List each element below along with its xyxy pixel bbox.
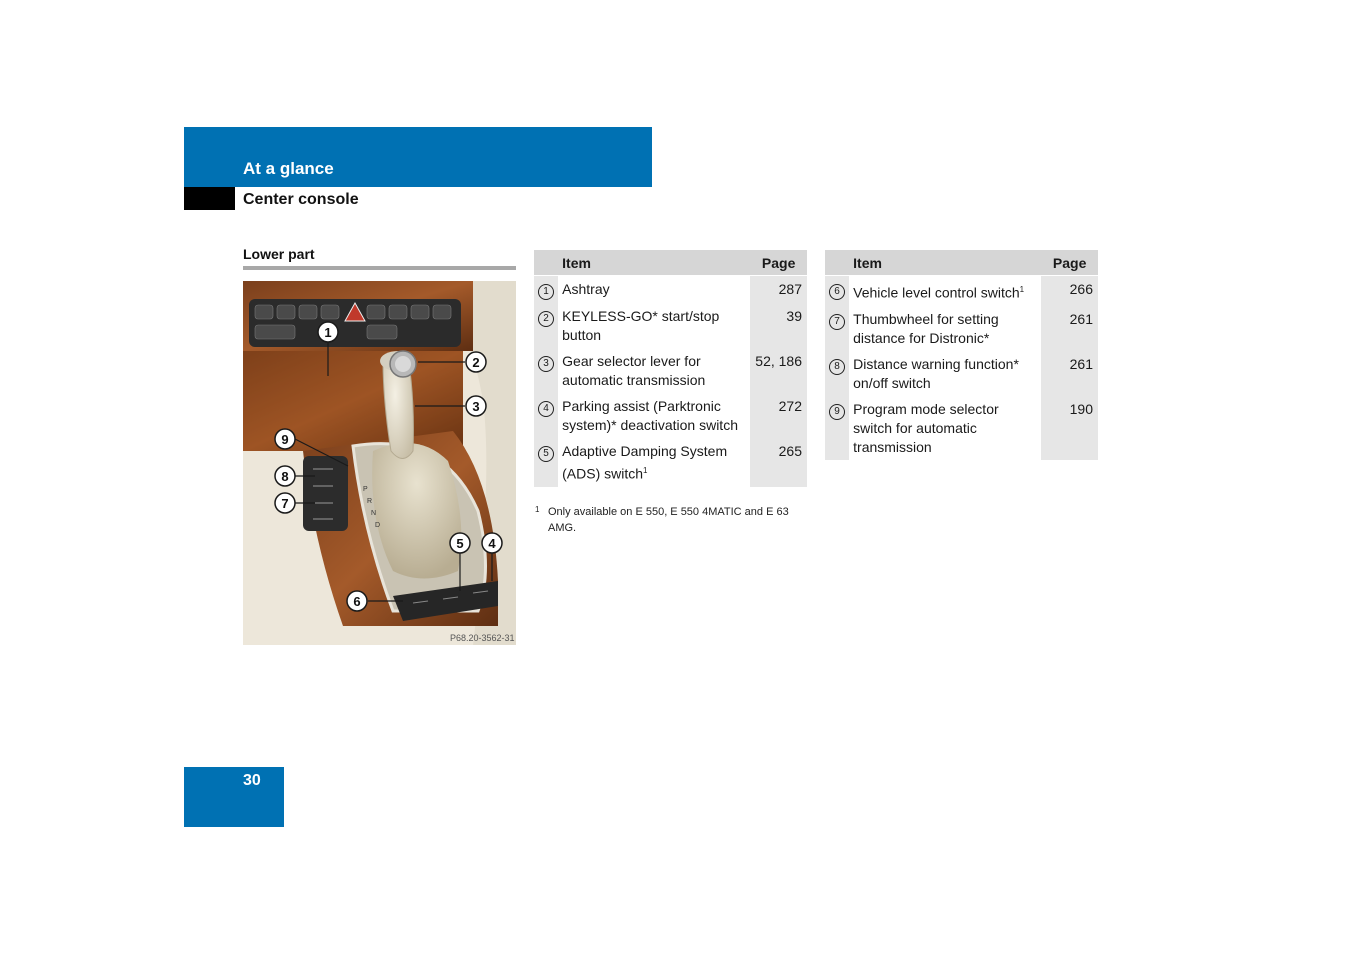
footnote-text: Only available on E 550, E 550 4MATIC and E 63 AMG. <box>548 506 789 534</box>
item-text: Distance warning function* on/off switch <box>849 351 1041 396</box>
item-header: Item <box>849 250 1041 276</box>
center-console-photo <box>243 281 516 645</box>
item-number: 5 <box>538 446 554 462</box>
table-row <box>825 306 1098 351</box>
footnote <box>535 504 795 536</box>
svg-text:6: 6 <box>353 594 361 609</box>
svg-text:2: 2 <box>472 355 480 370</box>
heading-rule <box>243 266 516 270</box>
table-row <box>534 393 807 438</box>
footnote-ref: 1 <box>643 466 648 475</box>
item-page: 272 <box>750 393 807 438</box>
section-marker <box>184 187 235 210</box>
table-row <box>825 396 1098 460</box>
callout-4 <box>482 533 502 553</box>
items-table-left <box>534 250 807 487</box>
subsection-heading: Lower part <box>243 246 315 262</box>
item-number: 1 <box>538 284 554 300</box>
item-text: Program mode selector switch for automatic transmission <box>849 396 1041 460</box>
callout-9 <box>275 429 295 449</box>
svg-text:5: 5 <box>456 536 464 551</box>
item-text-cell <box>558 438 750 487</box>
svg-text:7: 7 <box>281 496 289 511</box>
item-number: 8 <box>829 359 845 375</box>
photo-code: P68.20-3562-31 <box>450 633 515 643</box>
item-text: Gear selector lever for automatic transmission <box>558 348 750 393</box>
item-page: 265 <box>750 438 807 487</box>
svg-text:N: N <box>371 510 377 517</box>
page-number-box <box>184 767 284 827</box>
item-page: 52, 186 <box>750 348 807 393</box>
item-number: 9 <box>829 404 845 420</box>
item-text: Parking assist (Parktronic system)* deactivation switch <box>558 393 750 438</box>
table-row <box>534 303 807 348</box>
item-text: Adaptive Damping System (ADS) switch <box>562 443 728 482</box>
footnote-mark: 1 <box>535 505 540 514</box>
table-row <box>534 276 807 304</box>
item-page: 287 <box>750 276 807 304</box>
item-text-cell <box>849 276 1041 306</box>
num-header <box>534 250 558 276</box>
item-page: 39 <box>750 303 807 348</box>
table-row <box>825 351 1098 396</box>
callout-3 <box>466 396 486 416</box>
svg-text:4: 4 <box>488 536 496 551</box>
svg-text:9: 9 <box>281 432 289 447</box>
svg-text:8: 8 <box>281 469 289 484</box>
item-page: 266 <box>1041 276 1098 306</box>
item-number: 7 <box>829 314 845 330</box>
table-row <box>825 276 1098 306</box>
item-number: 2 <box>538 311 554 327</box>
item-page: 261 <box>1041 306 1098 351</box>
footnote-ref: 1 <box>1019 285 1025 294</box>
svg-text:P: P <box>363 486 368 493</box>
item-number: 4 <box>538 401 554 417</box>
item-page: 190 <box>1041 396 1098 460</box>
callout-6 <box>347 591 367 611</box>
item-text: Thumbwheel for setting distance for Distronic* <box>849 306 1041 351</box>
svg-text:D: D <box>375 522 381 529</box>
page-number: 30 <box>243 772 261 789</box>
svg-text:1: 1 <box>324 325 332 340</box>
item-text: KEYLESS-GO* start/stop button <box>558 303 750 348</box>
section-title: Center console <box>243 191 359 208</box>
item-number: 3 <box>538 356 554 372</box>
items-table-right <box>825 250 1098 460</box>
table-row <box>534 348 807 393</box>
callout-1 <box>318 322 338 342</box>
callout-2 <box>466 352 486 372</box>
callout-7 <box>275 493 295 513</box>
page-header: Page <box>750 250 807 276</box>
svg-text:R: R <box>367 498 373 505</box>
item-header: Item <box>558 250 750 276</box>
num-header <box>825 250 849 276</box>
item-text: Ashtray <box>558 276 750 304</box>
table-row <box>534 438 807 487</box>
svg-text:3: 3 <box>472 399 480 414</box>
chapter-title: At a glance <box>243 159 334 178</box>
item-number: 6 <box>829 284 845 300</box>
item-text: Vehicle level control switch <box>853 284 1020 301</box>
callout-8 <box>275 466 295 486</box>
callout-5 <box>450 533 470 553</box>
page-header: Page <box>1041 250 1098 276</box>
item-page: 261 <box>1041 351 1098 396</box>
